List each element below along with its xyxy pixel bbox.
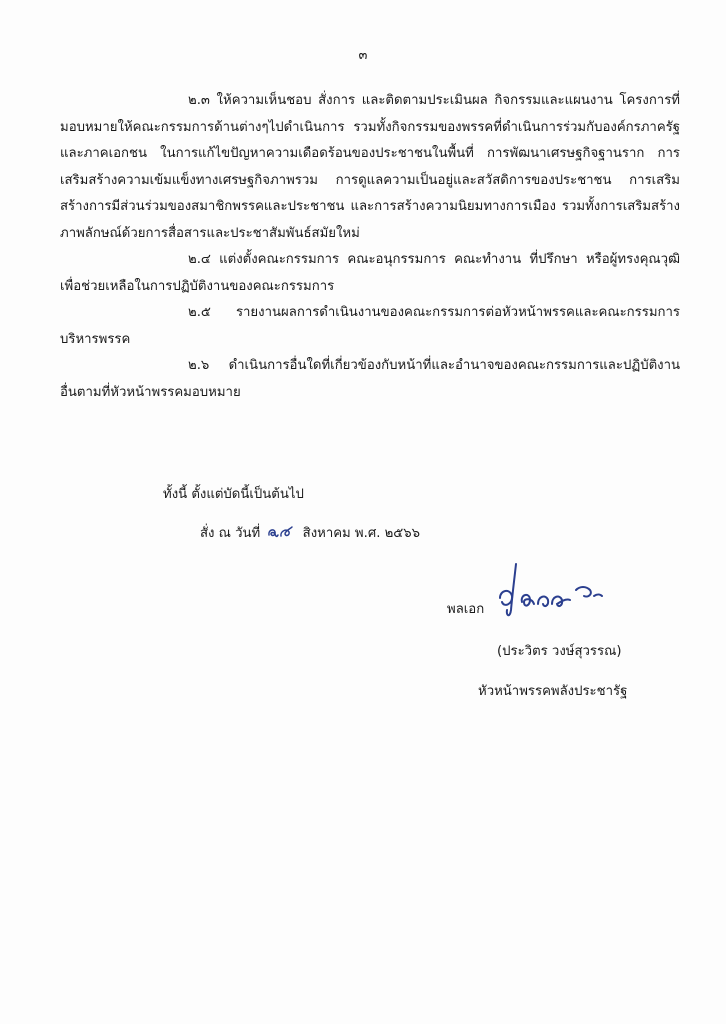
clause-2-6: ๒.๖ ดำเนินการอื่นใดที่เกี่ยวข้องกับหน้าที่และอำนาจของคณะกรรมการและปฏิบัติงานอื่นตามที่หัวหน้าพรรคมอบหมาย [60,358,680,400]
order-date [200,522,420,543]
document-body [60,88,680,406]
order-date-suffix: สิงหาคม พ.ศ. ๒๕๖๖ [302,526,420,541]
signatory-rank: พลเอก [447,602,485,617]
page-number: ๓ [358,48,368,63]
signatory-name: (ประวิตร วงษ์สุวรรณ) [497,644,622,659]
clause-2-5: ๒.๕ รายงานผลการดำเนินงานของคณะกรรมการต่อหัวหน้าพรรคและคณะกรรมการบริหารพรรค [60,305,680,347]
clause-2-3: ๒.๓ ให้ความเห็นชอบ สั่งการ และติดตามประเมินผล กิจกรรมและแผนงาน โครงการที่มอบหมายให้คณะกรรมการด้านต่างๆไปดำเนินการ รวมทั้งกิจกรรมของพรรคที่ดำเนินการร่วมกับองค์กรภาครัฐและภาคเอกชน ในการแก้ไขปัญหาความเดือดร้อนของประชาชนในพื้นที่ การพัฒนาเศรษฐกิจฐานราก การเสริมสร้างความเข้มแข็งทางเศรษฐกิจภาพรวม การดูแลความเป็นอยู่และสวัสดิการของประชาชน การเสริมสร้างการมีส่วนร่วมของสมาชิกพรรคและประชาชน และการสร้างความนิยมทางการเมือง รวมทั้งการเสริมสร้างภาพลักษณ์ด้วยการสื่อสารและประชาสัมพันธ์สมัยใหม่ [60,93,680,241]
handwritten-signature [494,552,614,632]
clause-2-4: ๒.๔ แต่งตั้งคณะกรรมการ คณะอนุกรรมการ คณะทำงาน ที่ปรึกษา หรือผู้ทรงคุณวุฒิ เพื่อช่วยเหลือในการปฏิบัติงานของคณะกรรมการ [60,252,680,294]
signatory-position: หัวหน้าพรรคพลังประชารัฐ [478,684,628,699]
handwritten-day [266,524,296,540]
order-date-prefix: สั่ง ณ วันที่ [200,526,261,541]
effective-statement: ทั้งนี้ ตั้งแต่บัดนี้เป็นต้นไป [163,487,304,502]
